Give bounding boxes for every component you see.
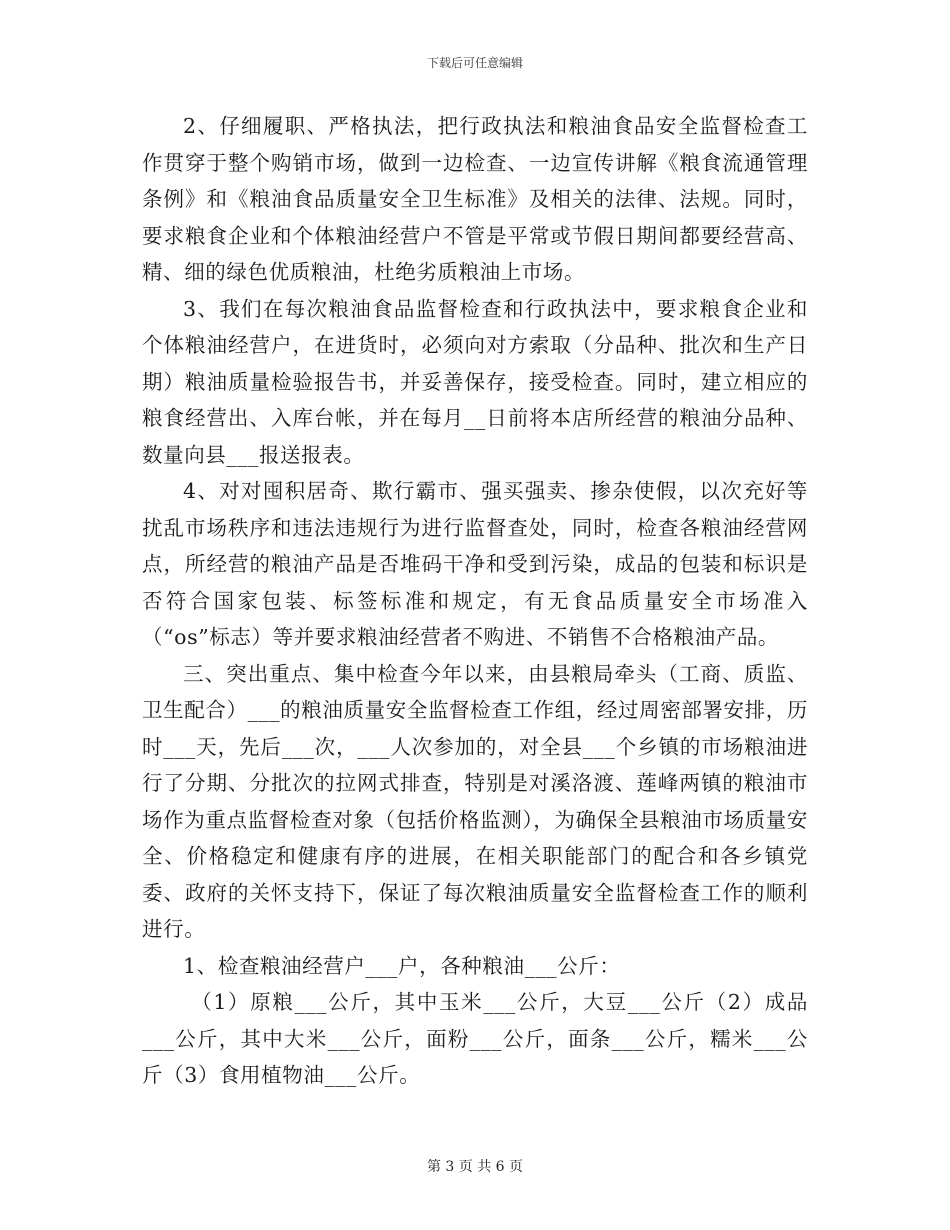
paragraph-item-2: 2、仔细履职、严格执法，把行政执法和粮油食品安全监督检查工作贯穿于整个购销市场，做到一边检查、一边宣传讲解《粮食流通管理条例》和《粮油食品质量安全卫生标准》及相关的法律、法规。同时，要求粮食企业和个体粮油经营户不管是平常或节假日期间都要经营高、精、细的绿色优质粮油，杜绝劣质粮油上市场。 [142,114,808,284]
page-number: 第 3 页 共 6 页 [426,1159,524,1175]
paragraph-section-3: 三、突出重点、集中检查今年以来，由县粮局牵头（工商、质监、卫生配合）___的粮油质量安全监督检查工作组，经过周密部署安排，历时___天，先后___次，___人次参加的，对全县___个乡镇的市场粮油进行了分期、分批次的拉网式排查，特别是对溪洛渡、莲峰两镇的粮油市场作为重点监督检查对象（包括价格监测），为确保全县粮油市场质量安全、价格稳定和健康有序的进展，在相关职能部门的配合和各乡镇党委、政府的关怀支持下，保证了每次粮油质量安全监督检查工作的顺利进行。 [142,661,808,941]
page-header: 下载后可任意编辑 [426,56,523,70]
paragraph-check-households: 1、检查粮油经营户___户，各种粮油___公斤： [183,953,621,978]
paragraph-item-4: 4、对对囤积居奇、欺行霸市、强买强卖、掺杂使假，以次充好等扰乱市场秩序和违法违规行为进行监督查处，同时，检查各粮油经营网点，所经营的粮油产品是否堆码干净和受到污染，成品的包装和标识是否符合国家包装、标签标准和规定，有无食品质量安全市场准入（“os”标志）等并要求粮油经营者不购进、不销售不合格粮油产品。 [142,479,808,649]
paragraph-item-3: 3、我们在每次粮油食品监督检查和行政执法中，要求粮食企业和个体粮油经营户，在进货时，必须向对方索取（分品种、批次和生产日期）粮油质量检验报告书，并妥善保存，接受检查。同时，建立相应的粮食经营出、入库台帐，并在每月__日前将本店所经营的粮油分品种、数量向县___报送报表。 [142,296,808,467]
document-body [142,108,808,1094]
paragraph-grain-quantities: （1）原粮___公斤，其中玉米___公斤，大豆___公斤（2）成品___公斤，其中大米___公斤，面粉___公斤，面条___公斤，糯米___公斤（3）食用植物油___公斤。 [142,990,808,1087]
